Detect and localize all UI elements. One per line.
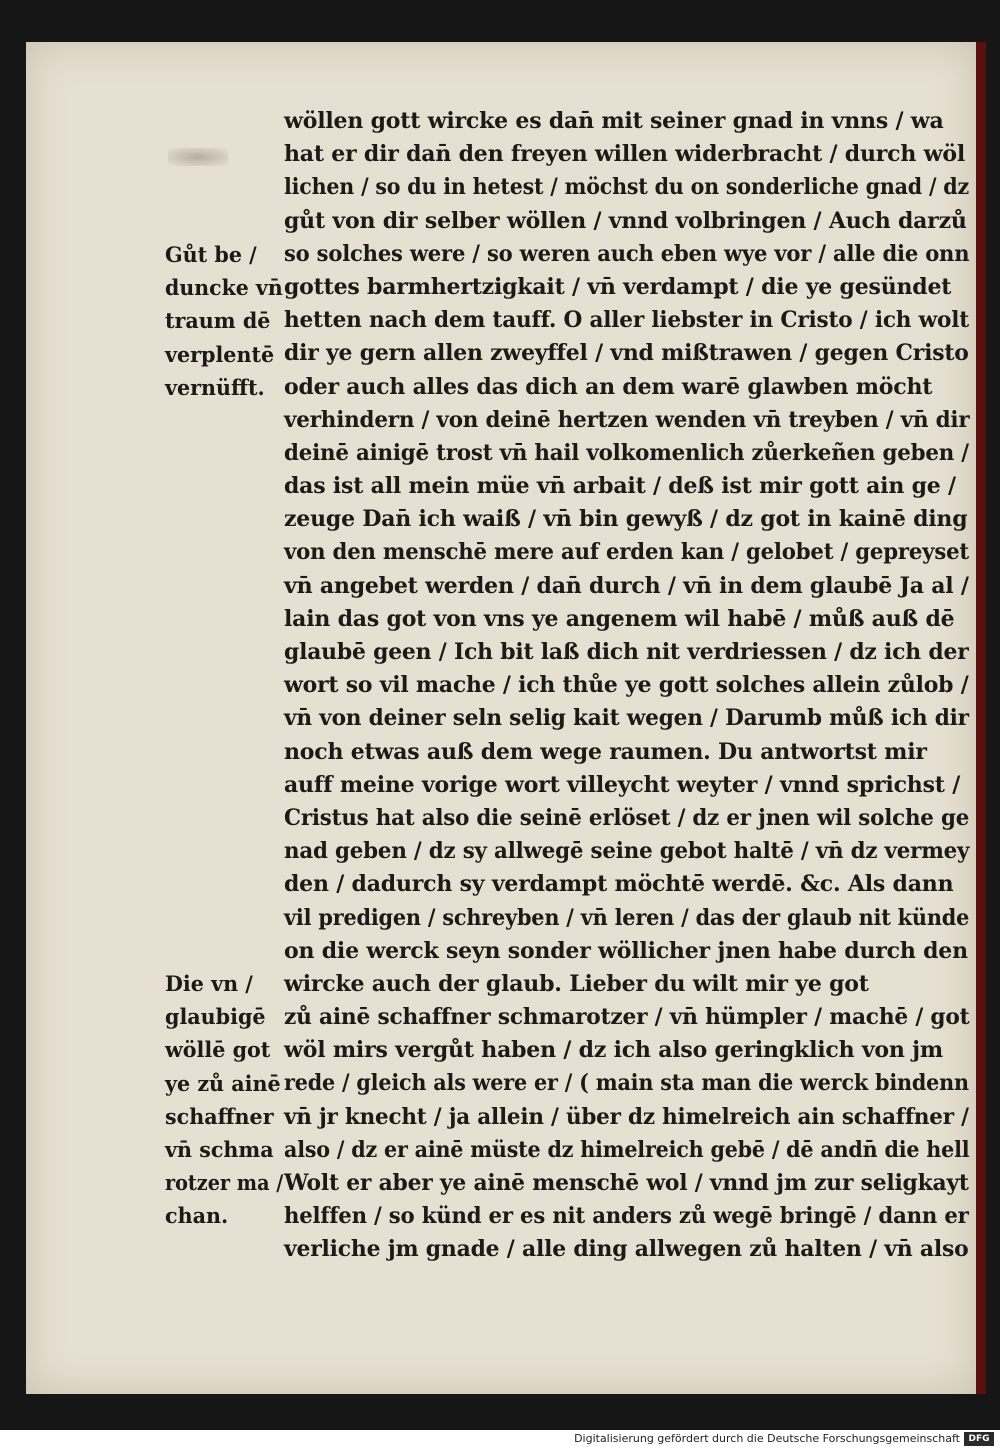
margin-note-line: Gůt be / — [165, 242, 257, 267]
margin-note-line: duncke vn̄ — [165, 275, 283, 301]
text-line: verhindern / von deinē hertzen wenden vn̄ treyben / vn̄ dir — [284, 406, 970, 433]
margin-note-1 — [165, 238, 285, 404]
text-line: hetten nach dem tauff. O aller liebster in Cristo / ich wolt — [284, 307, 969, 334]
text-line: auff meine vorige wort villeycht weyter / vnnd sprichst / — [284, 771, 961, 798]
text-line: oder auch alles das dich an dem warē glawben möcht — [284, 373, 933, 400]
text-line: nad geben / dz sy allwegē seine gebot haltē / vn̄ dz vermey — [284, 838, 970, 865]
text-line: so solches were / so weren auch eben wye vor / alle die onn — [284, 240, 970, 267]
margin-note-2 — [165, 967, 285, 1233]
margin-note-line: schaffner — [165, 1103, 274, 1129]
margin-note-line: chan. — [165, 1203, 229, 1229]
text-line: lain das got von vns ye angenem wil habē / můß auß dē — [284, 605, 955, 632]
ink-smudge — [168, 148, 228, 166]
text-line: vil predigen / schreyben / vn̄ leren / das der glaub nit künde — [284, 904, 970, 931]
margin-note-line: rotzer ma / — [165, 1170, 284, 1196]
main-text-column — [284, 105, 969, 1267]
margin-note-line: vn̄ schma — [165, 1136, 274, 1162]
text-line: rede / gleich als were er / ( main sta man die werck bindenn — [284, 1070, 969, 1097]
text-line: also / dz er ainē müste dz himelreich gebē / dē andn̄ die hell — [284, 1136, 970, 1163]
text-line: helffen / so künd er es nit anders zů wegē bringē / dann er — [284, 1203, 969, 1230]
text-line: deinē ainigē trost vn̄ hail volkomenlich zůerkeñen geben / — [284, 439, 969, 466]
text-line: hat er dir dan̄ den freyen willen widerbracht / durch wöl — [284, 141, 965, 168]
text-line: zeuge Dan̄ ich waiß / vn̄ bin gewyß / dz got in kainē ding — [284, 506, 968, 533]
text-line: Cristus hat also die seinē erlöset / dz er jnen wil solche ge — [284, 804, 970, 831]
text-line: Wolt er aber ye ainē menschē wol / vnnd jm zur seligkayt — [284, 1170, 969, 1196]
text-line: vn̄ von deiner seln selig kait wegen / Darumb můß ich dir — [284, 705, 969, 732]
margin-note-line: wöllē got — [165, 1037, 271, 1063]
text-line: on die werck seyn sonder wöllicher jnen habe durch den — [284, 937, 968, 964]
text-line: wort so vil mache / ich thůe ye gott solches allein zůlob / — [284, 672, 969, 699]
text-line: wöllen gott wircke es dan̄ mit seiner gnad in vnns / wa — [284, 108, 944, 134]
margin-note-line: verplentē — [165, 341, 275, 367]
text-line: dir ye gern allen zweyffel / vnd mißtrawen / gegen Cristo — [284, 340, 969, 367]
margin-note-line: Die vn / — [165, 971, 253, 996]
text-line: den / dadurch sy verdampt möchtē werdē. &c. Als dann — [284, 871, 954, 898]
page-edge — [976, 42, 986, 1394]
text-line: wöl mirs vergůt haben / dz ich also geringklich von jm — [284, 1037, 943, 1064]
footer-bar — [0, 1430, 1000, 1449]
text-line: von den menschē mere auf erden kan / gelobet / gepreyset — [284, 539, 969, 566]
text-line: gůt von dir selber wöllen / vnnd volbringen / Auch darzů — [284, 207, 967, 234]
text-line: noch etwas auß dem wege raumen. Du antwortst mir — [284, 738, 927, 765]
margin-note-line: traum dē — [165, 308, 271, 334]
text-line: gottes barmhertzigkait / vn̄ verdampt / die ye gesündet — [284, 273, 952, 300]
text-line: glaubē geen / Ich bit laß dich nit verdriessen / dz ich der — [284, 639, 969, 665]
text-line: wircke auch der glaub. Lieber du wilt mir ye got — [284, 970, 869, 997]
text-line: verliche jm gnade / alle ding allwegen zů halten / vn̄ also — [284, 1236, 969, 1263]
text-line: das ist all mein müe vn̄ arbait / deß ist mir gott ain ge / — [284, 473, 956, 500]
margin-note-line: vernüfft. — [165, 374, 265, 400]
text-line: vn̄ jr knecht / ja allein / über dz himelreich ain schaffner / — [284, 1103, 969, 1130]
text-line: vn̄ angebet werden / dan̄ durch / vn̄ in dem glaubē Ja al / — [284, 572, 969, 599]
funding-notice: Digitalisierung gefördert durch die Deutsche Forschungsgemeinschaft — [574, 1432, 960, 1445]
text-line: lichen / so du in hetest / möchst du on sonderliche gnad / dz — [284, 174, 970, 201]
margin-note-line: ye zů ainē — [165, 1070, 281, 1096]
text-line: zů ainē schaffner schmarotzer / vn̄ hümpler / machē / got — [284, 1004, 970, 1031]
dfg-logo-icon: DFG — [964, 1432, 994, 1446]
margin-note-line: glaubigē — [165, 1004, 266, 1030]
